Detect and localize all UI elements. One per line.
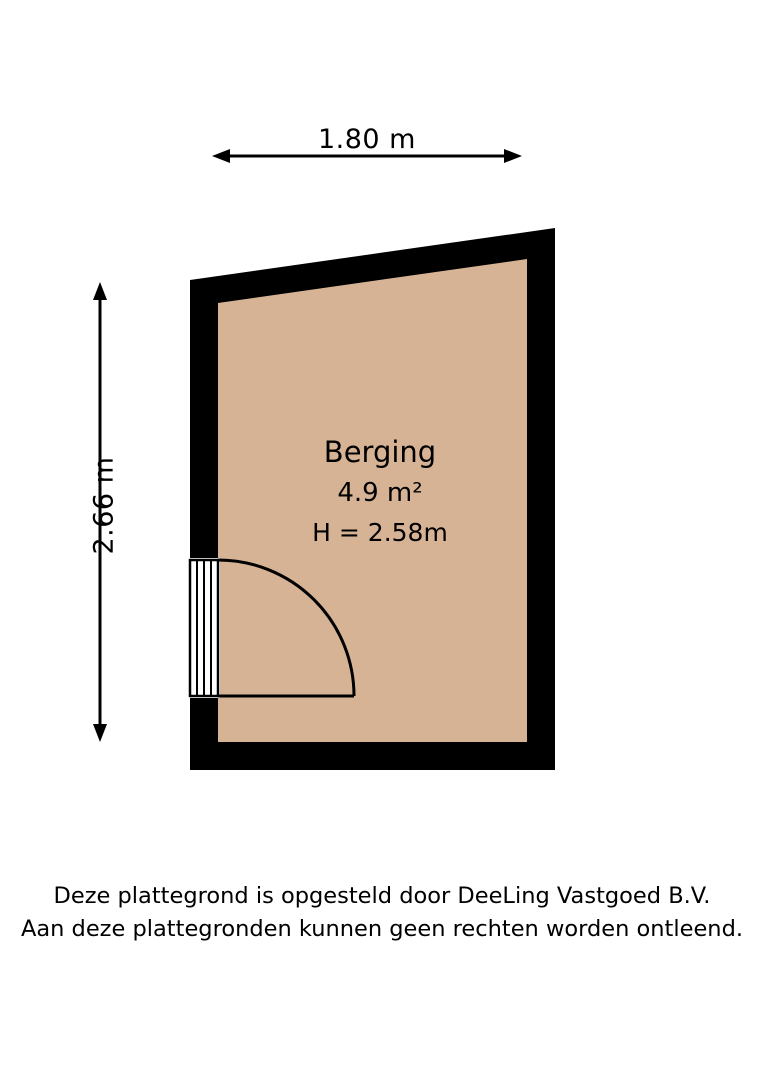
room-label-group [250,432,510,553]
footer-disclaimer [0,880,764,946]
room-area: 4.9 m² [337,478,423,508]
width-dimension-arrow [212,146,522,147]
footer-line-2: Aan deze plattegronden kunnen geen rechten worden ontleend. [20,916,744,942]
height-dimension-label: 2.66 m [88,456,120,555]
width-dimension [212,124,522,170]
height-dimension [70,282,130,742]
room-height: H = 2.58m [312,518,448,547]
footer-line-1: Deze plattegrond is opgesteld door DeeLing Vastgoed B.V. [53,883,711,909]
width-dimension-label: 1.80 m [317,124,416,155]
room-name: Berging [323,435,437,469]
